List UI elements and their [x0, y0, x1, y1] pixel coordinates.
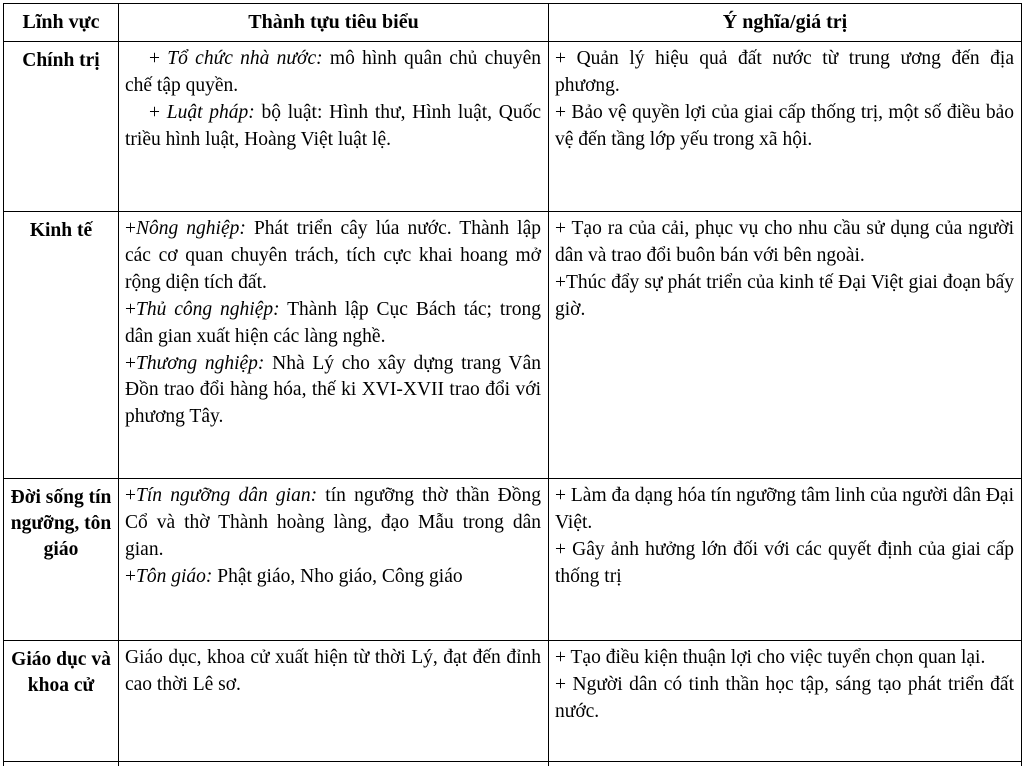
- col-header-meaning: Ý nghĩa/giá trị: [549, 4, 1022, 42]
- italic-text-segment: Tổ chức nhà nước:: [167, 48, 323, 69]
- field-cell: [4, 762, 119, 766]
- italic-text-segment: Thủ công nghiệp:: [136, 298, 280, 320]
- achievements-cell: [119, 641, 549, 762]
- achievements-cell: [119, 42, 549, 212]
- field-cell: Đời sống tín ngưỡng, tôn giáo: [4, 479, 119, 641]
- text-segment: + Làm đa dạng hóa tín ngưỡng tâm linh của người dân Đại Việt.: [555, 485, 1014, 533]
- text-segment: +: [125, 218, 136, 239]
- text-segment: bộ luật: Hình thư, Hình luật, Quốc triều hình luật, Hoàng Việt luật lệ.: [125, 101, 541, 150]
- italic-text-segment: Tín ngưỡng dân gian:: [136, 485, 318, 506]
- text-segment: Giáo dục, khoa cử xuất hiện từ thời Lý, đạt đến đỉnh cao thời Lê sơ.: [125, 647, 541, 695]
- meaning-cell: [549, 641, 1022, 762]
- text-segment: Phật giáo, Nho giáo, Công giáo: [212, 565, 463, 587]
- italic-text-segment: Nông nghiệp:: [136, 218, 246, 239]
- paragraph: [125, 297, 541, 351]
- text-segment: +Thúc đẩy sự phát triển của kinh tế Đại Việt giai đoạn bấy giờ.: [555, 271, 1014, 320]
- italic-text-segment: Tôn giáo:: [136, 565, 213, 587]
- achievements-cell: [119, 212, 549, 479]
- history-achievements-table: [3, 3, 1022, 766]
- meaning-cell: [549, 42, 1022, 212]
- paragraph: [555, 270, 1014, 324]
- achievements-cell: [119, 479, 549, 641]
- paragraph: [555, 100, 1014, 154]
- paragraph: [555, 483, 1014, 537]
- paragraph: [125, 351, 541, 432]
- italic-text-segment: Thương nghiệp:: [136, 352, 265, 374]
- text-segment: + Gây ảnh hưởng lớn đối với các quyết định của giai cấp thống trị: [555, 538, 1014, 587]
- field-cell: Chính trị: [4, 42, 119, 212]
- paragraph: [125, 483, 541, 564]
- meaning-cell: [549, 762, 1022, 766]
- col-header-field: Lĩnh vực: [4, 4, 119, 42]
- paragraph: [555, 645, 1014, 672]
- table-row: [4, 212, 1022, 479]
- table-header: [4, 4, 1022, 42]
- table-body: [4, 42, 1022, 766]
- text-segment: Nhà Lý cho xây dựng trang Vân Đồn trao đổi hàng hóa, thế ki XVI-XVII trao đổi với phương Tây.: [125, 352, 541, 428]
- paragraph: [555, 672, 1014, 726]
- text-segment: tín ngưỡng thờ thần Đồng Cổ và thờ Thành hoàng làng, đạo Mẫu trong dân gian.: [125, 485, 541, 560]
- paragraph: [125, 46, 541, 100]
- text-segment: + Người dân có tinh thần học tập, sáng tạo phát triển đất nước.: [555, 673, 1014, 722]
- text-segment: Phát triển cây lúa nước. Thành lập các cơ quan chuyên trách, tích cực khai hoang mở rộng diện tích đất.: [125, 218, 542, 293]
- text-segment: + Quản lý hiệu quả đất nước từ trung ương đến địa phương.: [555, 48, 1014, 96]
- text-segment: + Bảo vệ quyền lợi của giai cấp thống trị, một số điều bảo vệ đến tầng lớp yếu trong xã hội.: [555, 101, 1014, 150]
- meaning-cell: [549, 212, 1022, 479]
- field-cell: Kinh tế: [4, 212, 119, 479]
- paragraph: [555, 537, 1014, 591]
- field-cell: Giáo dục và khoa cử: [4, 641, 119, 762]
- text-segment: +: [125, 485, 136, 506]
- text-segment: +: [125, 298, 136, 320]
- text-segment: Thành lập Cục Bách tác; trong dân gian xuất hiện các làng nghề.: [125, 298, 541, 347]
- achievements-cell: [119, 762, 549, 766]
- paragraph: [125, 564, 541, 591]
- table-row: [4, 641, 1022, 762]
- text-segment: +: [149, 101, 167, 123]
- text-segment: mô hình quân chủ chuyên chế tập quyền.: [125, 48, 541, 96]
- paragraph: [555, 46, 1014, 100]
- paragraph: [125, 645, 541, 699]
- text-segment: +: [125, 565, 136, 587]
- paragraph: [555, 216, 1014, 270]
- table-row: [4, 42, 1022, 212]
- header-row: [4, 4, 1022, 42]
- paragraph: [125, 100, 541, 154]
- paragraph: [125, 216, 541, 297]
- text-segment: + Tạo ra của cải, phục vụ cho nhu cầu sử dụng của người dân và trao đổi buôn bán với bên ngoài.: [555, 218, 1014, 266]
- text-segment: + Tạo điều kiện thuận lợi cho việc tuyển chọn quan lại.: [555, 647, 986, 668]
- col-header-achievements: Thành tựu tiêu biểu: [119, 4, 549, 42]
- table-row: [4, 479, 1022, 641]
- text-segment: +: [125, 352, 136, 374]
- text-segment: +: [149, 48, 168, 69]
- partial-table-row: [4, 762, 1022, 766]
- italic-text-segment: Luật pháp:: [166, 101, 255, 123]
- meaning-cell: [549, 479, 1022, 641]
